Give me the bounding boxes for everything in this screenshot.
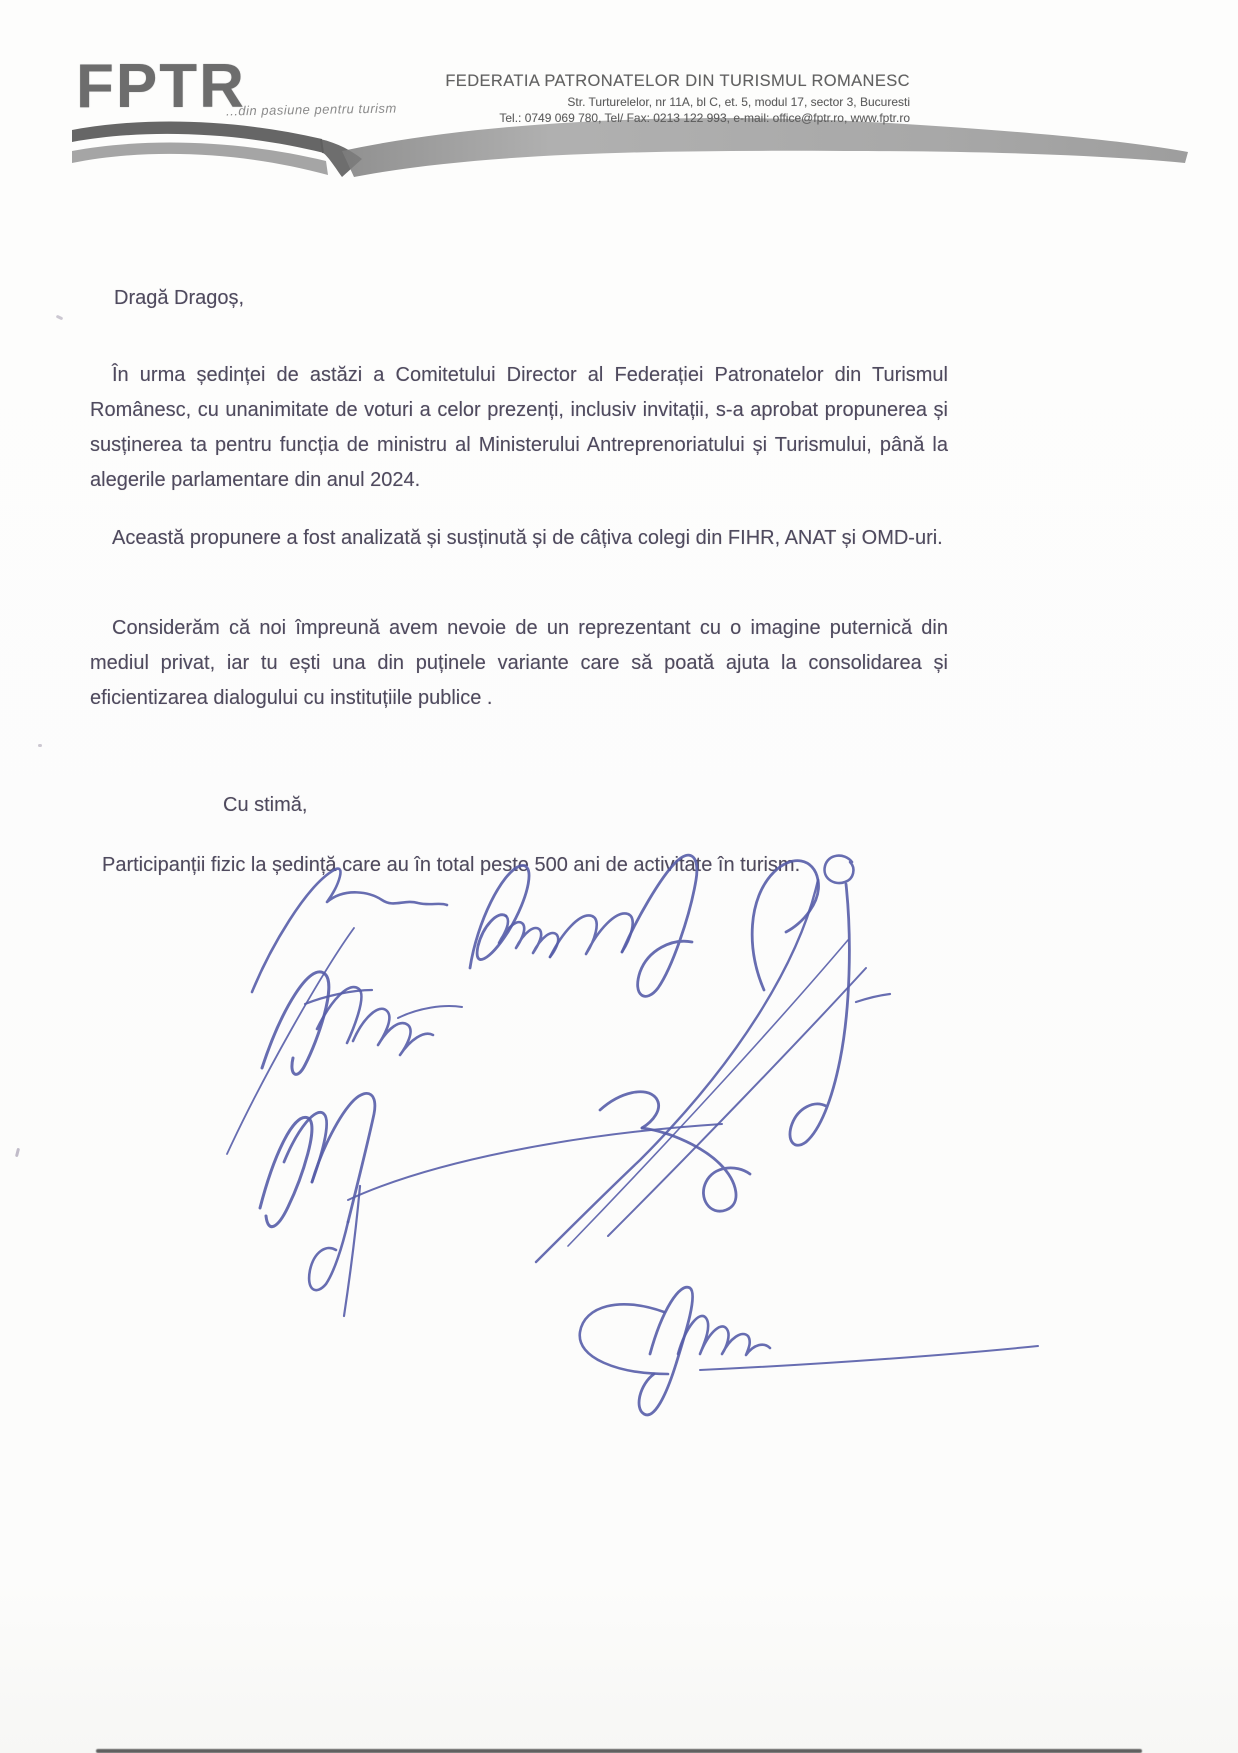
- org-name: FEDERATIA PATRONATELOR DIN TURISMUL ROMANESC: [445, 72, 910, 90]
- closing: Cu stimă,: [223, 794, 308, 816]
- signature-5: [260, 1093, 722, 1316]
- salutation: Dragă Dragoș,: [114, 287, 245, 309]
- scan-artifact: [15, 1148, 20, 1157]
- scan-edge-shadow: [96, 1749, 1142, 1753]
- org-contact: Tel.: 0749 069 780, Tel/ Fax: 0213 122 993, e-mail: office@fptr.ro, www.fptr.ro: [499, 111, 910, 125]
- paragraph-2: Această propunere a fost analizată și susținută și de câțiva colegi din FIHR, ANAT și OMD-uri.: [112, 527, 943, 549]
- org-address: Str. Turturelelor, nr 11A, bl C, et. 5, modul 17, sector 3, Bucuresti: [567, 95, 910, 109]
- signature-1: [227, 869, 462, 1154]
- fptr-logo: FPTR: [76, 52, 246, 121]
- signers-line: Participanții fizic la ședință care au în total peste 500 ani de activitate în turism.: [102, 854, 801, 876]
- signature-6: [580, 1287, 1038, 1415]
- signature-4: [790, 856, 890, 1146]
- logo-tagline: ...din pasiune pentru turism: [225, 100, 397, 119]
- paragraph-1: În urma ședinței de astăzi a Comitetului Director al Federației Patronatelor din Turismul Românesc, cu unanimitate de voturi a celor prezenți, inclusiv invitații, s-a aprobat propunerea și susținerea ta pentru funcția de ministru al Ministerului Antreprenoriatului și Turismului, până la alegerile parlamentare din anul 2024.: [90, 364, 948, 491]
- scan-artifact: [38, 744, 42, 747]
- signature-3: [536, 861, 866, 1262]
- scan-artifact: [56, 315, 64, 321]
- paragraph-3: Considerăm că noi împreună avem nevoie de un reprezentant cu o imagine puternică din mediul privat, iar tu ești una din puținele variante care să poată ajuta la consolidarea și eficientizarea dialogului cu instituțiile publice .: [90, 617, 948, 709]
- org-header-block: [445, 72, 910, 125]
